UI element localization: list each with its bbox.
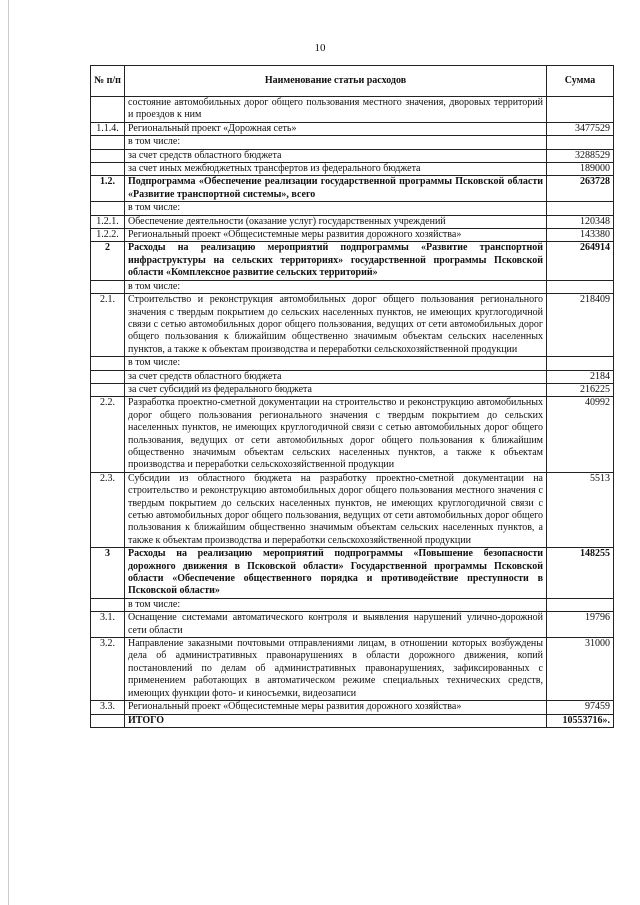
header-sum: Сумма — [547, 66, 614, 97]
row-number: 3.3. — [91, 701, 125, 714]
row-name: в том числе: — [125, 136, 547, 149]
scan-edge — [8, 0, 9, 905]
row-sum: 148255 — [547, 548, 614, 599]
table-row — [91, 97, 614, 123]
row-name: за счет иных межбюджетных трансфертов из федерального бюджета — [125, 163, 547, 176]
row-number: 2 — [91, 242, 125, 280]
table-row — [91, 701, 614, 714]
row-name: состояние автомобильных дорог общего пользования местного значения, дворовых территорий и проездов к ним — [125, 97, 547, 123]
row-number — [91, 714, 125, 727]
row-name: Направление заказными почтовыми отправлениями лицам, в отношении которых возбуждены дела об административных правонарушениях в области дорожного движения, копий постановлений по делам об административных правонарушениях, зафиксированных с применением работающих в автоматическом режиме специальных технических средств, имеющих функции фото- и киносъемки, видеозаписи — [125, 638, 547, 701]
expenses-table — [90, 65, 614, 728]
row-number — [91, 136, 125, 149]
row-sum: 5513 — [547, 472, 614, 547]
table-row — [91, 612, 614, 638]
row-name: Расходы на реализацию мероприятий подпрограммы «Повышение безопасности дорожного движения в Псковской области» Государственной программы Псковской области «Обеспечение общественного порядка и противодействие преступности в Псковской области» — [125, 548, 547, 599]
table-row — [91, 714, 614, 727]
table-row — [91, 383, 614, 396]
row-name: Региональный проект «Общесистемные меры развития дорожного хозяйства» — [125, 229, 547, 242]
page-number: 10 — [314, 42, 326, 54]
row-name: в том числе: — [125, 280, 547, 293]
row-number: 1.2.2. — [91, 229, 125, 242]
table-row — [91, 242, 614, 280]
row-number: 2.2. — [91, 397, 125, 472]
row-number: 3.2. — [91, 638, 125, 701]
row-number — [91, 202, 125, 215]
row-name: Расходы на реализацию мероприятий подпрограммы «Развитие транспортной инфраструктуры на сельских территориях» государственной программы Псковской области «Комплексное развитие сельских территорий» — [125, 242, 547, 280]
row-sum: 120348 — [547, 215, 614, 228]
table-row — [91, 215, 614, 228]
header-name: Наименование статьи расходов — [125, 66, 547, 97]
row-sum: 3477529 — [547, 122, 614, 135]
row-sum: 40992 — [547, 397, 614, 472]
row-name: Разработка проектно-сметной документации на строительство и реконструкцию автомобильных дорог общего пользования регионального значения с твердым покрытием до сельских населенных пунктов, не имеющих круглогодичной связи с сетью автомобильных дорог общего пользования, ведущих от сети автомобильных дорог общего пользования к ближайшим общественно значимым объектам сельских населенных пунктов, а также к объектам производства и переработки сельскохозяйственной продукции — [125, 397, 547, 472]
table-row — [91, 229, 614, 242]
row-name: за счет субсидий из федерального бюджета — [125, 383, 547, 396]
row-sum: 97459 — [547, 701, 614, 714]
row-sum: 2184 — [547, 370, 614, 383]
row-name: ИТОГО — [125, 714, 547, 727]
table-row — [91, 548, 614, 599]
row-name: в том числе: — [125, 202, 547, 215]
row-sum: 31000 — [547, 638, 614, 701]
row-name: Подпрограмма «Обеспечение реализации государственной программы Псковской области «Развитие транспортной системы», всего — [125, 176, 547, 202]
row-sum: 263728 — [547, 176, 614, 202]
row-sum: 218409 — [547, 294, 614, 357]
table-row — [91, 136, 614, 149]
row-sum: 189000 — [547, 163, 614, 176]
table-row — [91, 294, 614, 357]
row-sum — [547, 202, 614, 215]
row-name: в том числе: — [125, 598, 547, 611]
row-sum: 3288529 — [547, 149, 614, 162]
row-number: 2.3. — [91, 472, 125, 547]
table-row — [91, 357, 614, 370]
row-name: Субсидии из областного бюджета на разработку проектно-сметной документации на строительство и реконструкцию автомобильных дорог общего пользования местного значения с твердым покрытием до сельских населенных пунктов, не имеющих круглогодичной связи с сетью автомобильных дорог общего пользования, ведущих от сети автомобильных дорог общего пользования к ближайшим общественно значимым объектам сельских населенных пунктов, а также к объектам производства и переработки сельскохозяйственной продукции — [125, 472, 547, 547]
row-number — [91, 280, 125, 293]
row-number: 1.2.1. — [91, 215, 125, 228]
row-name: в том числе: — [125, 357, 547, 370]
row-sum: 19796 — [547, 612, 614, 638]
table-row — [91, 370, 614, 383]
table-row — [91, 598, 614, 611]
row-sum — [547, 97, 614, 123]
table-row — [91, 122, 614, 135]
row-sum: 216225 — [547, 383, 614, 396]
row-sum: 264914 — [547, 242, 614, 280]
row-number — [91, 163, 125, 176]
table-row — [91, 176, 614, 202]
row-sum — [547, 357, 614, 370]
table-header — [91, 66, 614, 97]
table-row — [91, 397, 614, 472]
table-row — [91, 472, 614, 547]
row-number — [91, 598, 125, 611]
row-name: за счет средств областного бюджета — [125, 370, 547, 383]
row-number: 2.1. — [91, 294, 125, 357]
table-row — [91, 149, 614, 162]
row-number — [91, 370, 125, 383]
row-number: 3.1. — [91, 612, 125, 638]
row-number — [91, 97, 125, 123]
header-num: № п/п — [91, 66, 125, 97]
table-row — [91, 280, 614, 293]
row-name: за счет средств областного бюджета — [125, 149, 547, 162]
table-row — [91, 638, 614, 701]
row-number: 1.2. — [91, 176, 125, 202]
row-number — [91, 357, 125, 370]
row-sum: 10553716». — [547, 714, 614, 727]
row-name: Оснащение системами автоматического контроля и выявления нарушений улично-дорожной сети области — [125, 612, 547, 638]
row-name: Обеспечение деятельности (оказание услуг) государственных учреждений — [125, 215, 547, 228]
table-row — [91, 163, 614, 176]
row-sum: 143380 — [547, 229, 614, 242]
row-number — [91, 383, 125, 396]
row-sum — [547, 598, 614, 611]
table-row — [91, 202, 614, 215]
row-number: 3 — [91, 548, 125, 599]
row-name: Региональный проект «Общесистемные меры развития дорожного хозяйства» — [125, 701, 547, 714]
row-name: Строительство и реконструкция автомобильных дорог общего пользования регионального значения с твердым покрытием до сельских населенных пунктов, не имеющих круглогодичной связи с сетью автомобильных дорог общего пользования, ведущих от сети автомобильных дорог общего пользования к ближайшим общественно значимым объектам сельских населенных пунктов, а также к объектам производства и переработки сельскохозяйственной продукции — [125, 294, 547, 357]
row-sum — [547, 280, 614, 293]
row-number: 1.1.4. — [91, 122, 125, 135]
row-name: Региональный проект «Дорожная сеть» — [125, 122, 547, 135]
row-sum — [547, 136, 614, 149]
row-number — [91, 149, 125, 162]
